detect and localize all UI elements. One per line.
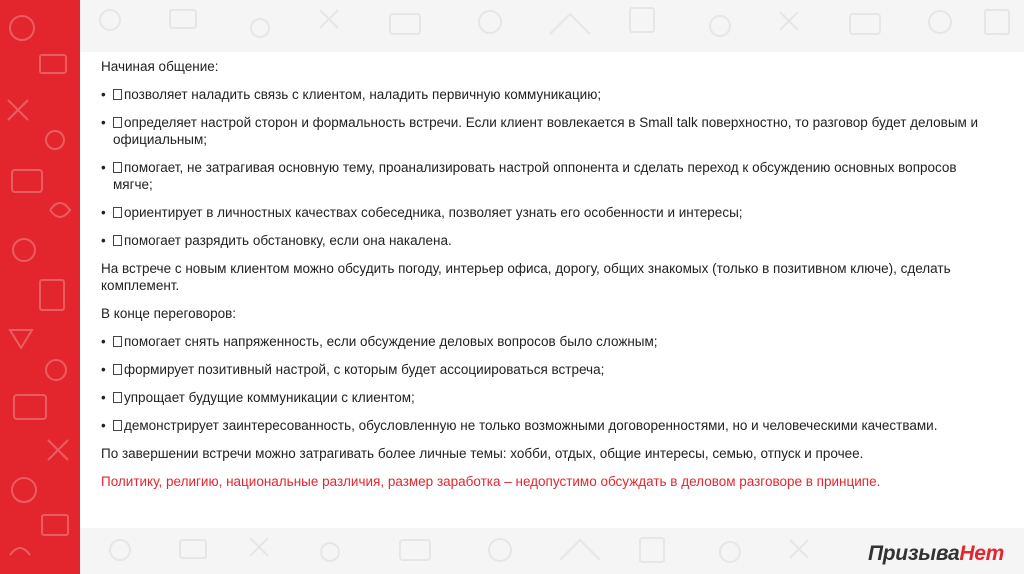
list-item [101, 389, 981, 406]
warning-text: Политику, религию, национальные различия, размер заработка – недопустимо обсуждать в деловом разговоре в принципе. [101, 474, 881, 489]
missing-glyph-icon [113, 117, 122, 128]
list-item [101, 333, 981, 350]
missing-glyph-icon [113, 336, 122, 347]
section-heading-end: В конце переговоров: [101, 306, 237, 321]
list-item [101, 361, 981, 378]
top-decorative-band [80, 0, 1024, 52]
list-item-text: определяет настрой сторон и формальность встречи. Если клиент вовлекается в Small talk поверхностно, то разговор будет деловым и официальным; [113, 115, 979, 147]
missing-glyph-icon [113, 235, 122, 246]
logo-part-main: Призыва [867, 542, 960, 565]
bullet-dot: • [101, 233, 106, 248]
list-item [101, 204, 981, 221]
slide-content [101, 58, 981, 501]
list-item [101, 159, 981, 193]
bullet-dot: • [101, 205, 106, 220]
list-item-text: формирует позитивный настрой, с которым будет ассоциироваться встреча; [113, 361, 604, 378]
bullet-dot: • [101, 334, 106, 349]
list-item [101, 86, 981, 103]
list-item-text: упрощает будущие коммуникации с клиентом; [113, 389, 415, 406]
top-pattern-icons [80, 0, 1024, 52]
missing-glyph-icon [113, 89, 122, 100]
list-item [101, 417, 981, 434]
missing-glyph-icon [113, 162, 122, 173]
bullet-dot: • [101, 160, 106, 175]
decorative-pattern [0, 0, 80, 574]
bullet-dot: • [101, 418, 106, 433]
list-item-text: помогает разрядить обстановку, если она накалена. [113, 232, 452, 249]
missing-glyph-icon [113, 207, 122, 218]
bullet-dot: • [101, 87, 106, 102]
left-brand-band [0, 0, 80, 574]
list-item [101, 232, 981, 249]
missing-glyph-icon [113, 364, 122, 375]
missing-glyph-icon [113, 392, 122, 403]
bullet-dot: • [101, 362, 106, 377]
list-item-text: демонстрирует заинтересованность, обусловленную не только возможными договоренностями, но и человеческими качествами. [113, 417, 937, 434]
logo-part-accent: Нет [959, 542, 1004, 565]
brand-logo [868, 542, 1004, 566]
section-heading-start: Начиная общение: [101, 59, 219, 74]
list-item-text: помогает снять напряженность, если обсуждение деловых вопросов было сложным; [113, 333, 658, 350]
bullet-dot: • [101, 115, 106, 130]
paragraph-end-note: По завершении встречи можно затрагивать более личные темы: хобби, отдых, общие интересы, семью, отпуск и прочее. [101, 446, 864, 461]
list-item [101, 114, 981, 148]
list-item-text: помогает, не затрагивая основную тему, проанализировать настрой оппонента и сделать переход к обсуждению основных вопросов мягче; [113, 160, 957, 192]
list-item-text: позволяет наладить связь с клиентом, наладить первичную коммуникацию; [113, 86, 601, 103]
bullet-dot: • [101, 390, 106, 405]
paragraph-start-note: На встрече с новым клиентом можно обсудить погоду, интерьер офиса, дорогу, общих знакомых (только в позитивном ключе), сделать комплемент. [101, 261, 951, 293]
list-item-text: ориентирует в личностных качествах собеседника, позволяет узнать его особенности и интересы; [113, 204, 743, 221]
missing-glyph-icon [113, 420, 122, 431]
